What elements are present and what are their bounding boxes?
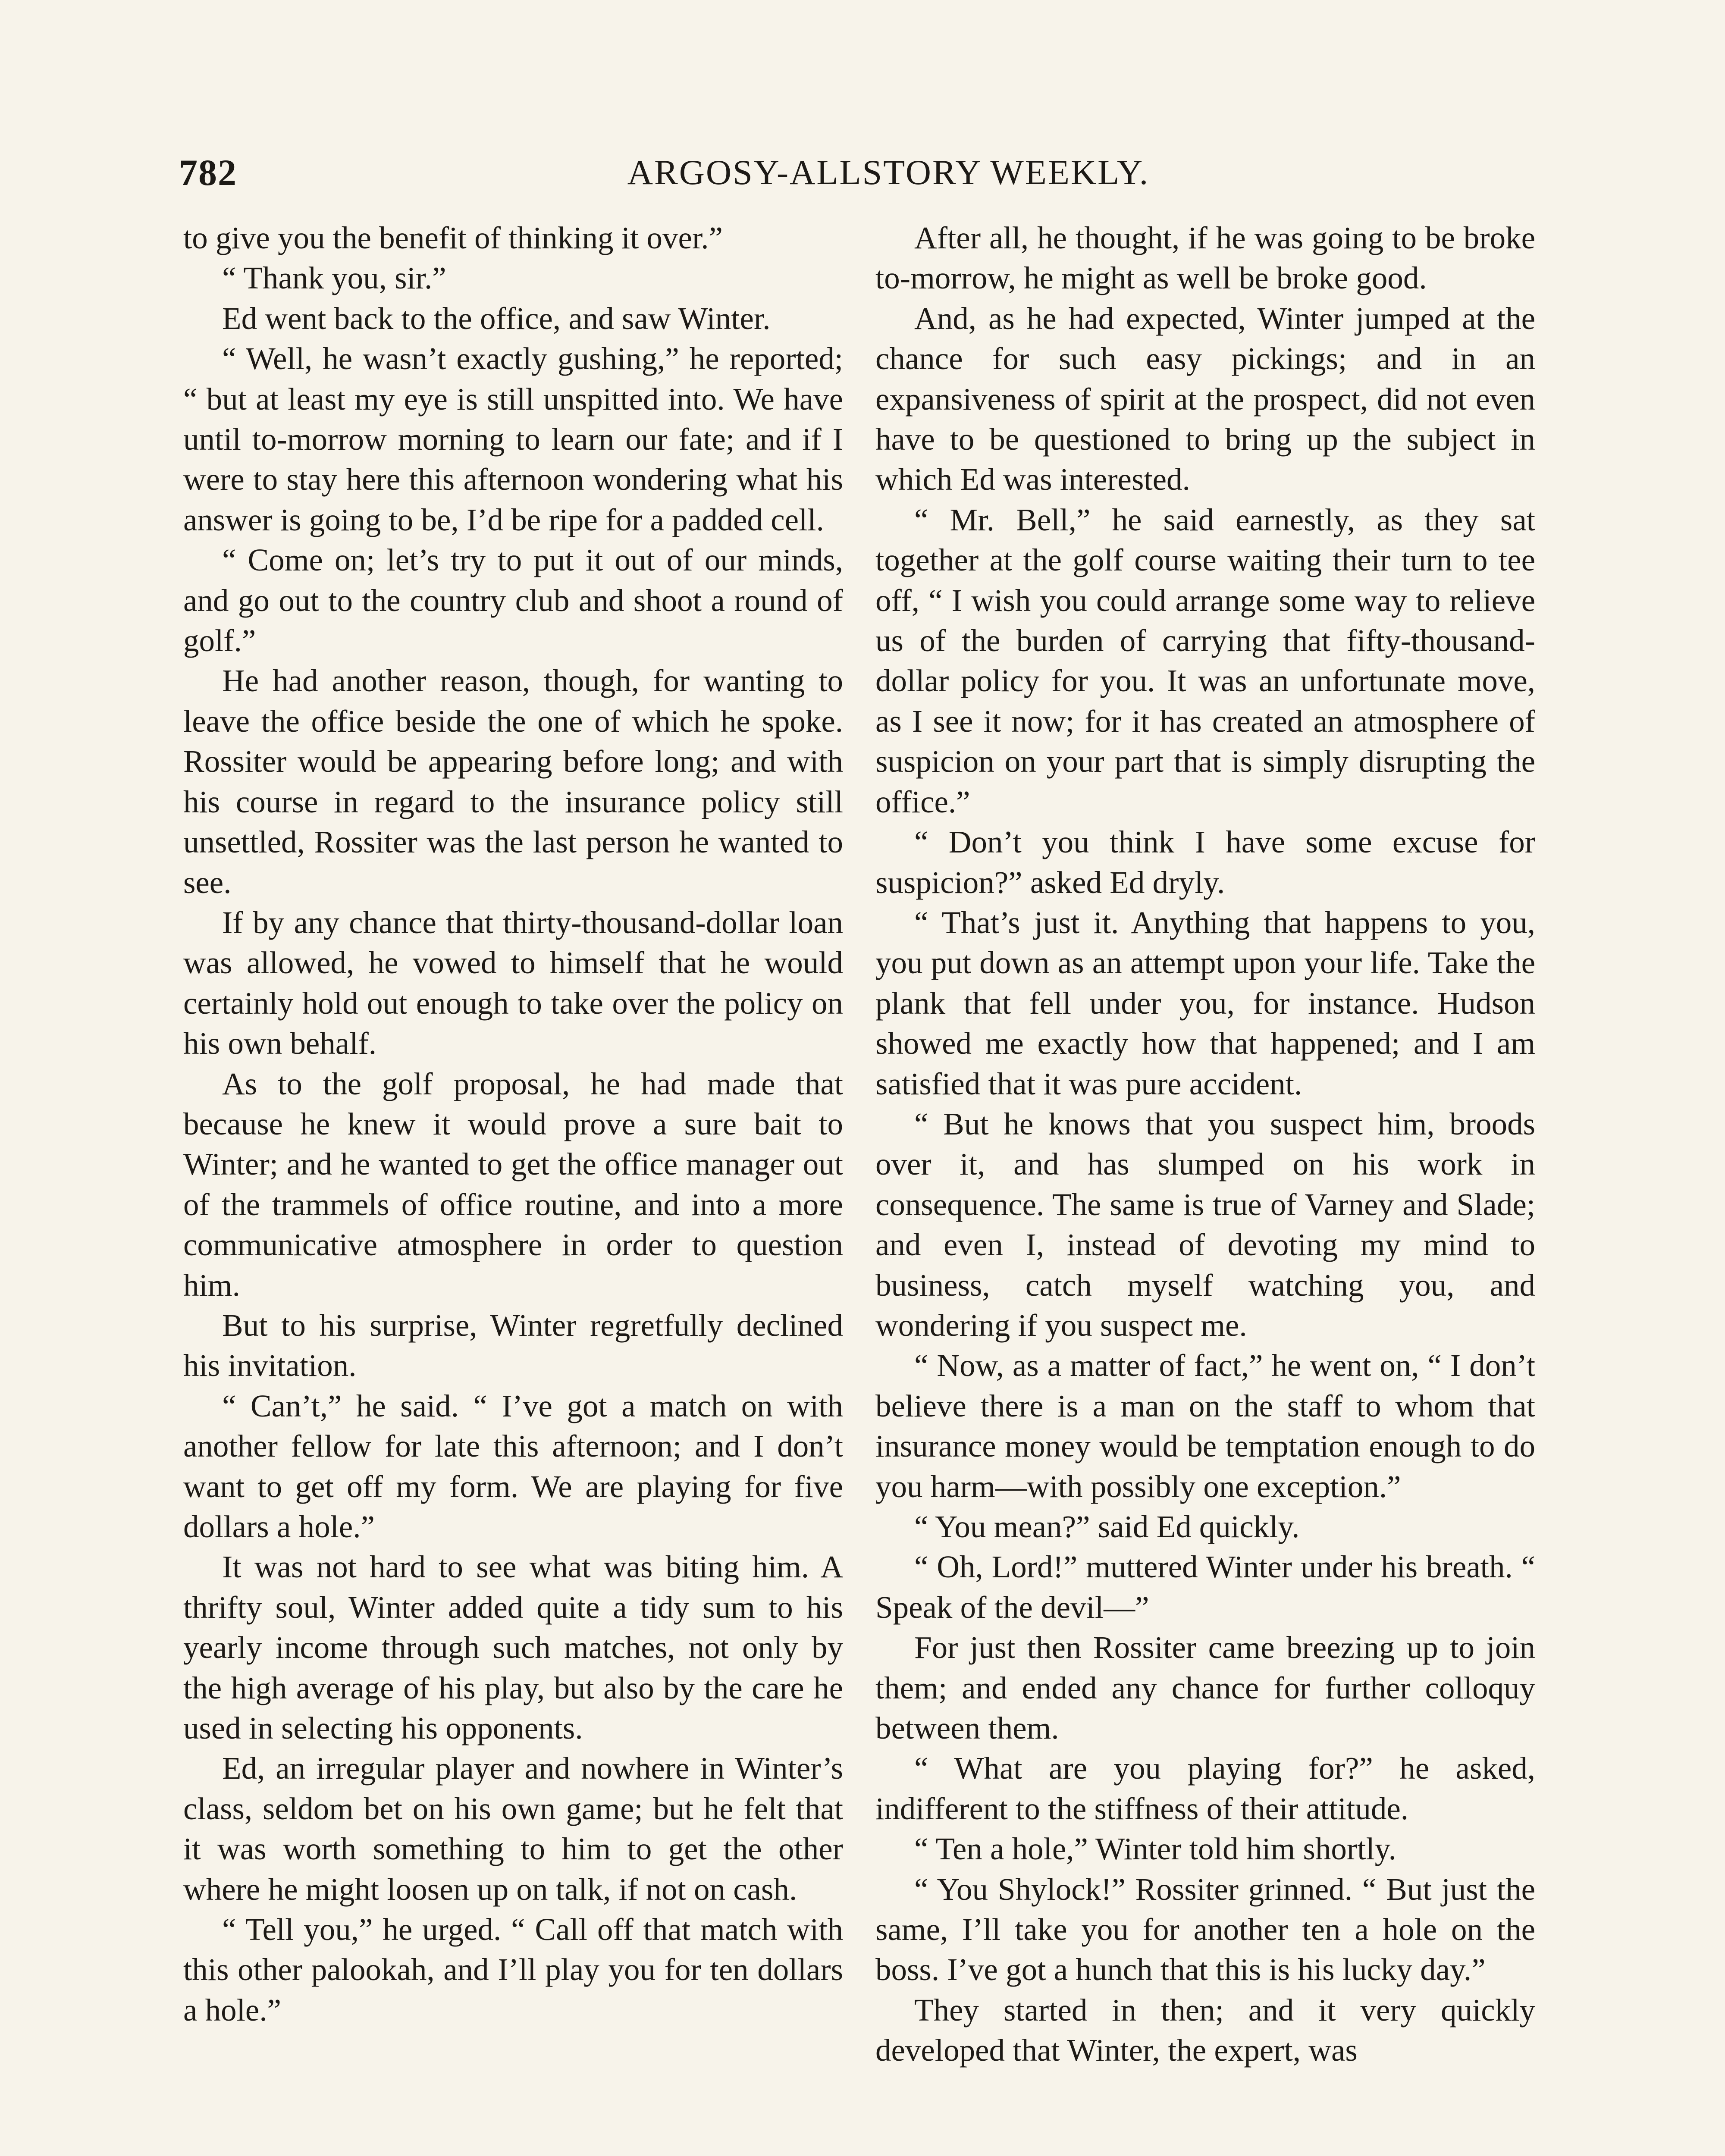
paragraph: After all, he thought, if he was going to be broke to-morrow, he might as well be broke good. — [875, 220, 1535, 296]
paragraph: “ Come on; let’s try to put it out of our minds, and go out to the country club and shoot a round of golf.” — [183, 542, 843, 658]
paragraph: It was not hard to see what was biting him. A thrifty soul, Winter added quite a tidy sum to his yearly income through such matches, not only by the high average of his play, but also by the care he used in selecting his opponents. — [183, 1549, 843, 1746]
page-header — [179, 147, 1546, 198]
paragraph: “ Oh, Lord!” muttered Winter under his breath. “ Speak of the devil—” — [875, 1549, 1535, 1625]
paragraph: Ed went back to the office, and saw Winter. — [222, 301, 771, 336]
paragraph: “ Can’t,” he said. “ I’ve got a match on with another fellow for late this afternoon; and I don’t want to get off my form. We are playing for five dollars a hole.” — [183, 1388, 843, 1544]
paragraph: “ Mr. Bell,” he said earnestly, as they sat together at the golf course waiting their turn to tee off, “ I wish you could arrange some way to relieve us of the burden of carrying that fifty-thousand-dollar policy for you. It was an unfortunate move, as I see it now; for it has created an atmosphere of suspicion on your part that is simply disrupting the office.” — [875, 502, 1535, 819]
paragraph: Ed, an irregular player and nowhere in Winter’s class, seldom bet on his own game; but he felt that it was worth something to him to get the other where he might loosen up on talk, if not on cash. — [183, 1751, 843, 1907]
paragraph: And, as he had expected, Winter jumped at the chance for such easy pickings; and in an expansiveness of spirit at the prospect, did not even have to be questioned to bring up the subject in which Ed was interested. — [875, 301, 1535, 497]
paragraph: “ That’s just it. Anything that happens to you, you put down as an attempt upon your life. Take the plank that fell under you, for instance. Hudson showed me exactly how that happened; and I am satisfied that it was pure accident. — [875, 905, 1535, 1101]
right-column — [875, 218, 1535, 2071]
paragraph: “ Well, he wasn’t exactly gushing,” he reported; “ but at least my eye is still unspitted into. We have until to-morrow morning to learn our fate; and if I were to stay here this afternoon wondering what his answer is going to be, I’d be ripe for a padded cell. — [183, 341, 843, 537]
paragraph: If by any chance that thirty-thousand-dollar loan was allowed, he vowed to himself that he would certainly hold out enough to take over the policy on his own behalf. — [183, 905, 843, 1061]
paragraph: “ Don’t you think I have some excuse for suspicion?” asked Ed dryly. — [875, 824, 1535, 900]
paragraph: He had another reason, though, for wanting to leave the office beside the one of which he spoke. Rossiter would be appearing before long; and with his course in regard to the insurance policy still unsettled, Rossiter was the last person he wanted to see. — [183, 663, 843, 900]
paragraph: “ What are you playing for?” he asked, indifferent to the stiffness of their attitude. — [875, 1751, 1535, 1826]
paragraph: For just then Rossiter came breezing up to join them; and ended any chance for further colloquy between them. — [875, 1630, 1535, 1746]
paragraph: to give you the benefit of thinking it over.” — [183, 220, 723, 255]
paragraph: “ Now, as a matter of fact,” he went on, “ I don’t believe there is a man on the staff to whom that insurance money would be temptation enough to do you harm—with possibly one exception.” — [875, 1348, 1535, 1504]
paragraph: “ But he knows that you suspect him, broods over it, and has slumped on his work in consequence. The same is true of Varney and Slade; and even I, instead of devoting my mind to business, catch myself watching you, and wondering if you suspect me. — [875, 1106, 1535, 1343]
paragraph: “ Thank you, sir.” — [222, 260, 446, 296]
page-number: 782 — [179, 152, 237, 193]
running-title: ARGOSY-ALLSTORY WEEKLY. — [627, 153, 1150, 192]
paragraph: As to the golf proposal, he had made that because he knew it would prove a sure bait to Winter; and he wanted to get the office manager out of the trammels of office routine, and into a more communicative atmosphere in order to question him. — [183, 1066, 843, 1303]
left-column — [183, 218, 843, 2030]
paragraph: “ You Shylock!” Rossiter grinned. “ But just the same, I’ll take you for another ten a hole on the boss. I’ve got a hunch that this is his lucky day.” — [875, 1871, 1535, 1987]
paragraph: “ Tell you,” he urged. “ Call off that match with this other palookah, and I’ll play you for ten dollars a hole.” — [183, 1912, 843, 2028]
paragraph: They started in then; and it very quickly developed that Winter, the expert, was — [875, 1992, 1535, 2068]
paragraph: But to his surprise, Winter regretfully declined his invitation. — [183, 1307, 843, 1383]
paragraph: “ Ten a hole,” Winter told him shortly. — [914, 1831, 1396, 1867]
paragraph: “ You mean?” said Ed quickly. — [914, 1509, 1300, 1544]
